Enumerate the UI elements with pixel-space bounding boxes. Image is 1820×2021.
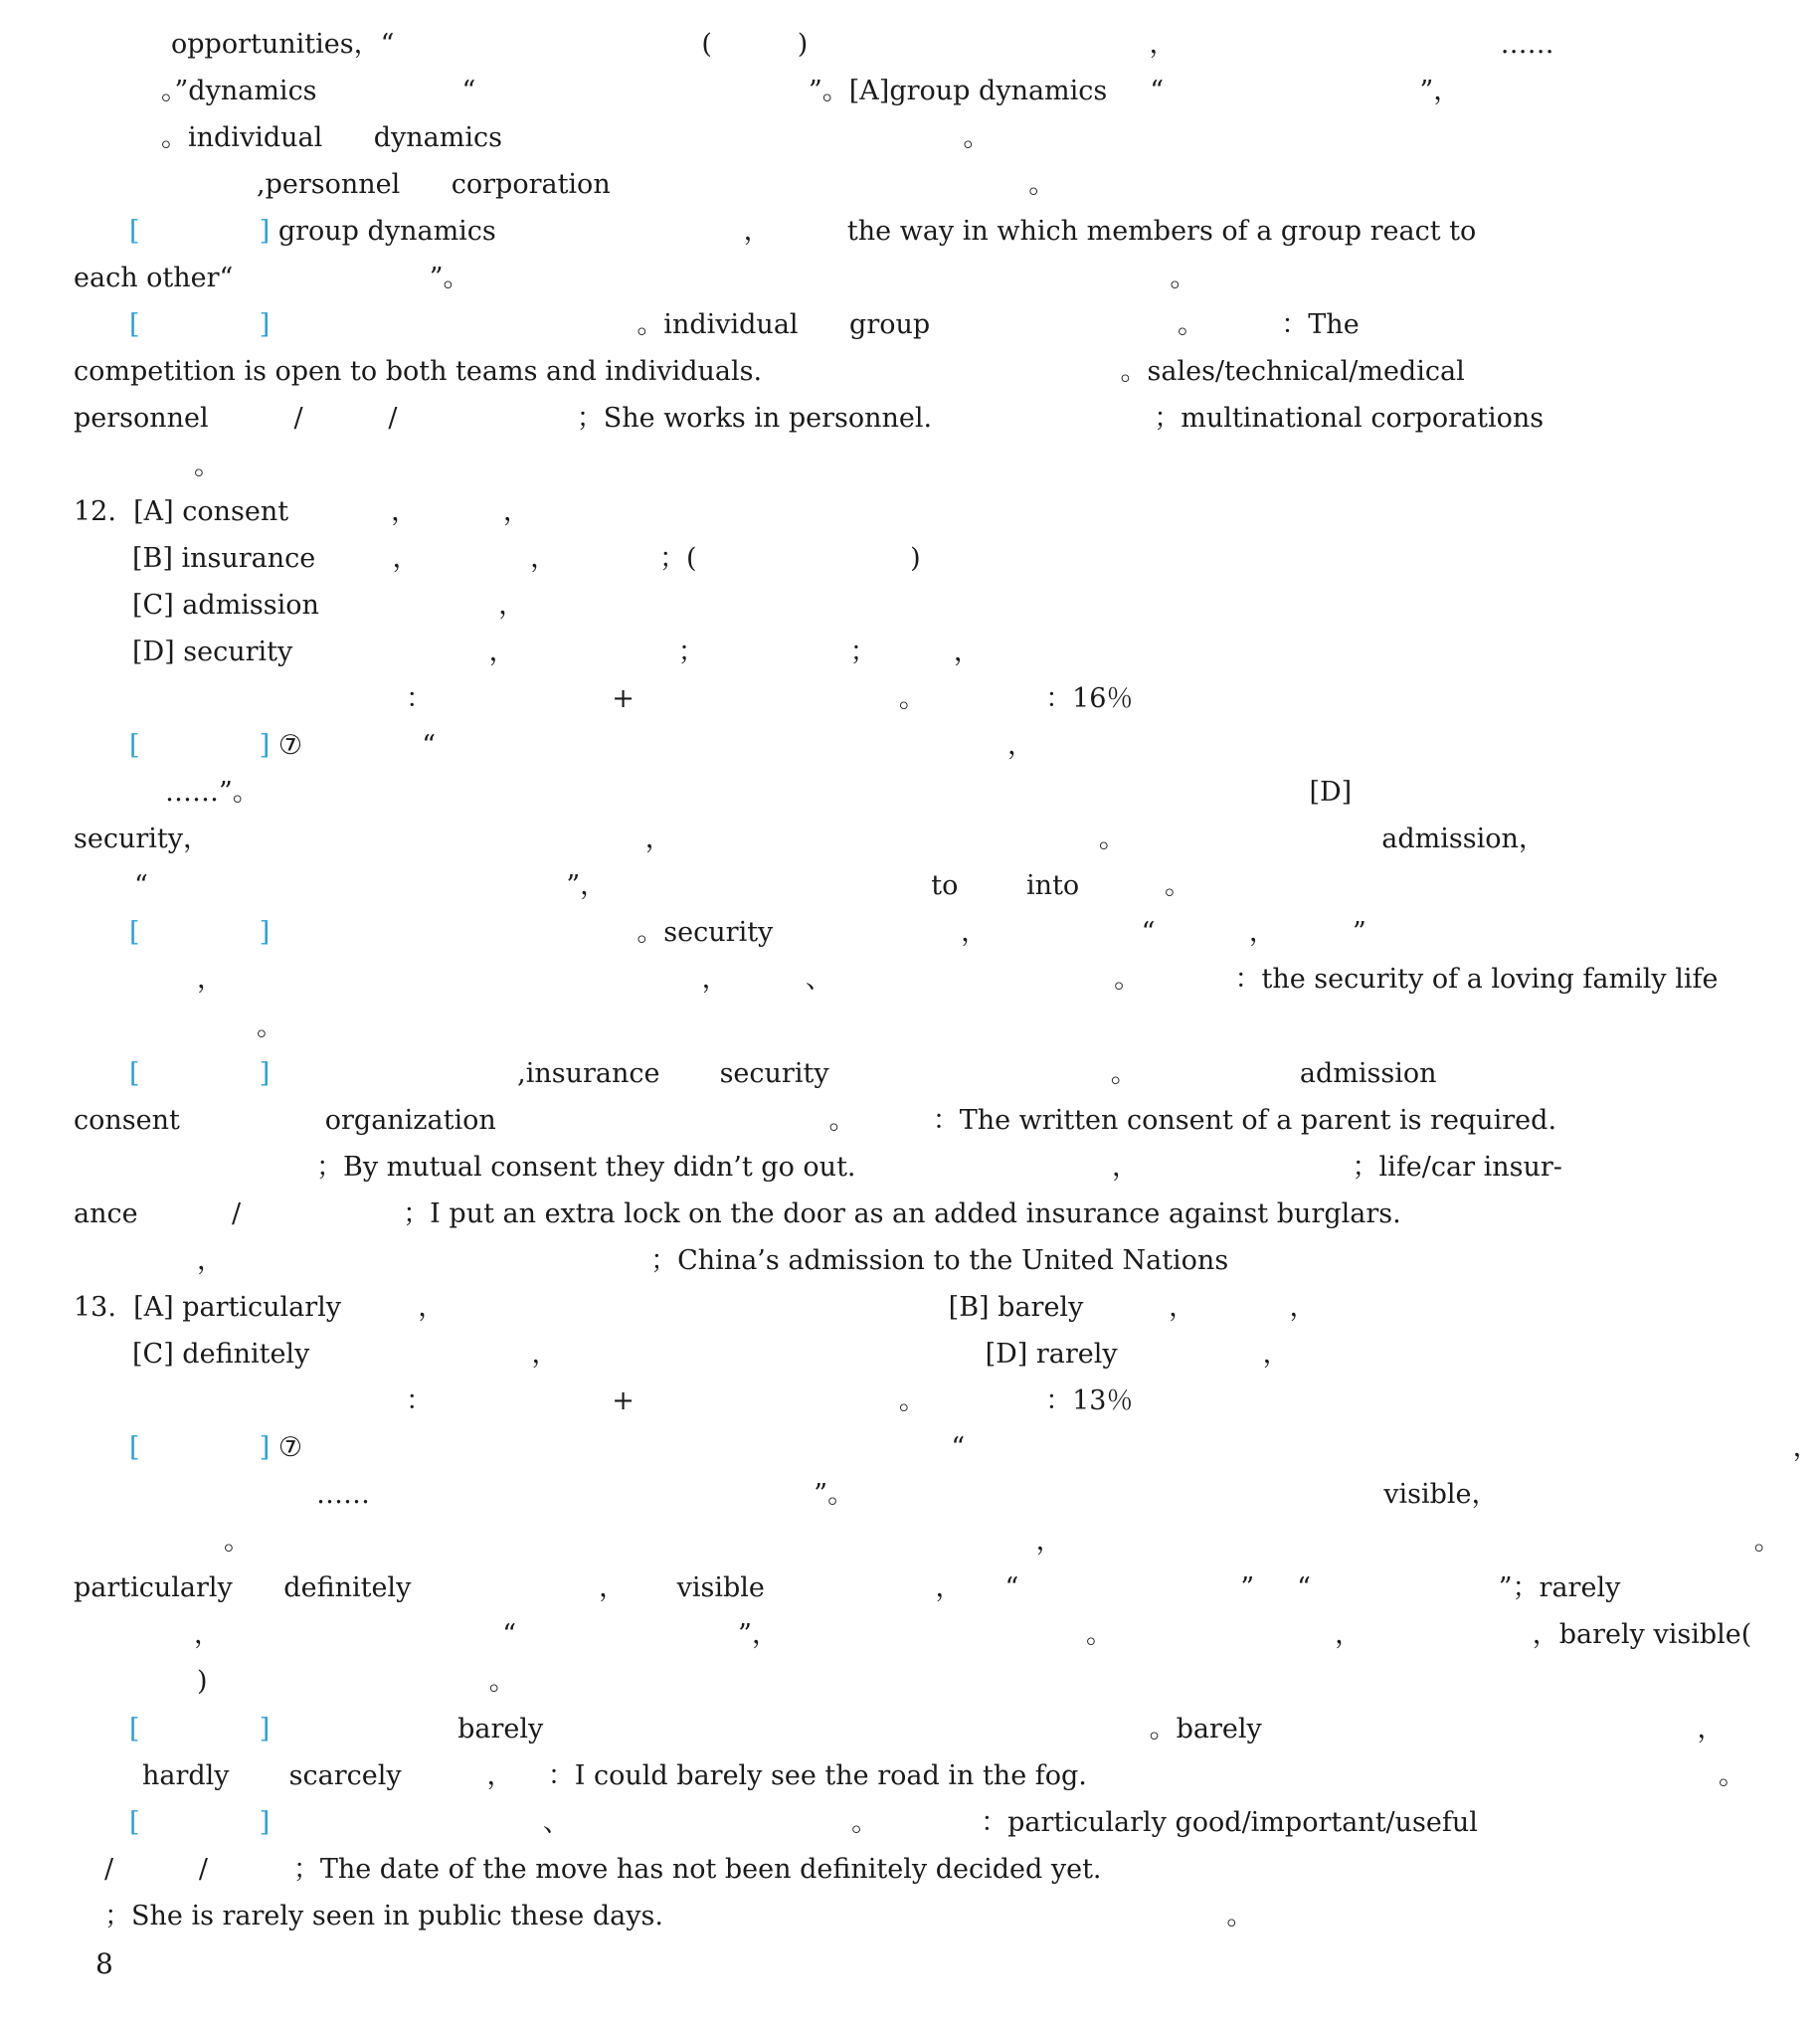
bracket-open: [ bbox=[129, 309, 140, 340]
text-line: 、 。 ：particularly good/important/useful bbox=[542, 1807, 1478, 1838]
note-line bbox=[129, 1057, 1436, 1091]
text-line: / / ；The date of the move has not been definitely decided yet. bbox=[104, 1854, 1102, 1885]
note-line bbox=[129, 1713, 1724, 1746]
text-line: ) 。 bbox=[197, 1666, 516, 1697]
text-line: ⑦ “ ， bbox=[277, 730, 1035, 761]
text-line: ， ；China’s admission to the United Nations bbox=[197, 1245, 1229, 1276]
bracket-close: ] bbox=[259, 1807, 271, 1838]
text-line: “ ”， to into 。 bbox=[134, 870, 1192, 901]
text-line: group dynamics ， the way in which members of a group react to bbox=[277, 216, 1477, 247]
bracket-open: [ bbox=[129, 1058, 140, 1089]
text-line: competition is open to both teams and individuals. 。sales/technical/medical bbox=[74, 356, 1465, 387]
text-line: ： + 。 ：16％ bbox=[406, 683, 1134, 714]
text-line: ；By mutual consent they didn’t go out. ， ；life/car insur- bbox=[316, 1152, 1562, 1183]
option-line: 13. [A] particularly ， [B] barely ， ， bbox=[74, 1292, 1317, 1323]
text-line: hardly scarcely ， ：I could barely see the road in the fog. 。 bbox=[142, 1760, 1745, 1791]
bracket-open: [ bbox=[129, 1714, 140, 1745]
text-line: ……”。 [D] bbox=[165, 777, 1353, 808]
text-line: personnel / / ；She works in personnel. ；multinational corporations bbox=[74, 403, 1545, 434]
text-line: 。individual dynamics 。 bbox=[161, 122, 991, 153]
text-line: 。 ， 。 bbox=[224, 1526, 1781, 1557]
bracket-open: [ bbox=[129, 216, 140, 247]
bracket-close: ] bbox=[259, 730, 271, 761]
text-line: ： + 。 ：13％ bbox=[406, 1385, 1134, 1416]
option-line: 12. [A] consent ， ， bbox=[74, 496, 530, 527]
text-line: 。 bbox=[257, 1011, 283, 1042]
note-line bbox=[129, 916, 1366, 950]
note-line bbox=[129, 1431, 1820, 1465]
text-line: consent organization 。 ：The written consent of a parent is required. bbox=[74, 1105, 1557, 1136]
text-line: 。 bbox=[194, 451, 221, 481]
text-line: particularly definitely ， visible ， “ ” “ ”；rarely bbox=[74, 1572, 1621, 1603]
text-line: ；She is rarely seen in public these days. 。 bbox=[104, 1901, 1254, 1931]
text-line: ， ， 、 。 ：the security of a loving family life bbox=[197, 964, 1719, 995]
text-line: ⑦ “ ， bbox=[277, 1432, 1820, 1463]
text-line: barely 。barely ， bbox=[457, 1714, 1725, 1745]
bracket-open: [ bbox=[129, 730, 140, 761]
bracket-open: [ bbox=[129, 917, 140, 948]
text-line: …… ”。 visible， bbox=[316, 1479, 1499, 1510]
text-line: ， “ ”， 。 ， ，barely visible( bbox=[194, 1619, 1752, 1650]
page-number: 8 bbox=[95, 1947, 113, 1980]
note-line bbox=[129, 1806, 1478, 1840]
text-line: ,insurance security 。 admission bbox=[517, 1058, 1437, 1089]
option-line: [C] admission ， bbox=[132, 590, 526, 621]
text-line: 。security ， “ ， ” bbox=[637, 917, 1366, 948]
note-line bbox=[129, 729, 1034, 763]
option-line: [C] definitely ， [D] rarely ， bbox=[132, 1339, 1290, 1370]
bracket-close: ] bbox=[259, 1714, 271, 1745]
bracket-close: ] bbox=[259, 1058, 271, 1089]
text-line: 。”dynamics “ ”。[A]group dynamics “ ”， bbox=[161, 76, 1461, 106]
note-line bbox=[129, 308, 1360, 342]
bracket-close: ] bbox=[259, 1432, 271, 1463]
option-line: [B] insurance ， ， ；( ) bbox=[132, 543, 921, 574]
text-line: ance / ；I put an extra lock on the door as an added insurance against burglars. bbox=[74, 1198, 1401, 1229]
bracket-close: ] bbox=[259, 309, 271, 340]
text-line: 。individual group 。 ：The bbox=[637, 309, 1360, 340]
text-line: ,personnel corporation 。 bbox=[257, 169, 1056, 200]
bracket-open: [ bbox=[129, 1807, 140, 1838]
option-line: [D] security ， ； ； ， bbox=[132, 637, 981, 667]
text-line: opportunities，“ ( ) ， …… bbox=[171, 29, 1554, 60]
bracket-close: ] bbox=[259, 216, 271, 247]
text-line: each other“ ”。 。 bbox=[74, 263, 1197, 293]
text-line: security， ， 。 admission， bbox=[74, 824, 1546, 854]
bracket-open: [ bbox=[129, 1432, 140, 1463]
bracket-close: ] bbox=[259, 917, 271, 948]
note-line bbox=[129, 215, 1476, 249]
